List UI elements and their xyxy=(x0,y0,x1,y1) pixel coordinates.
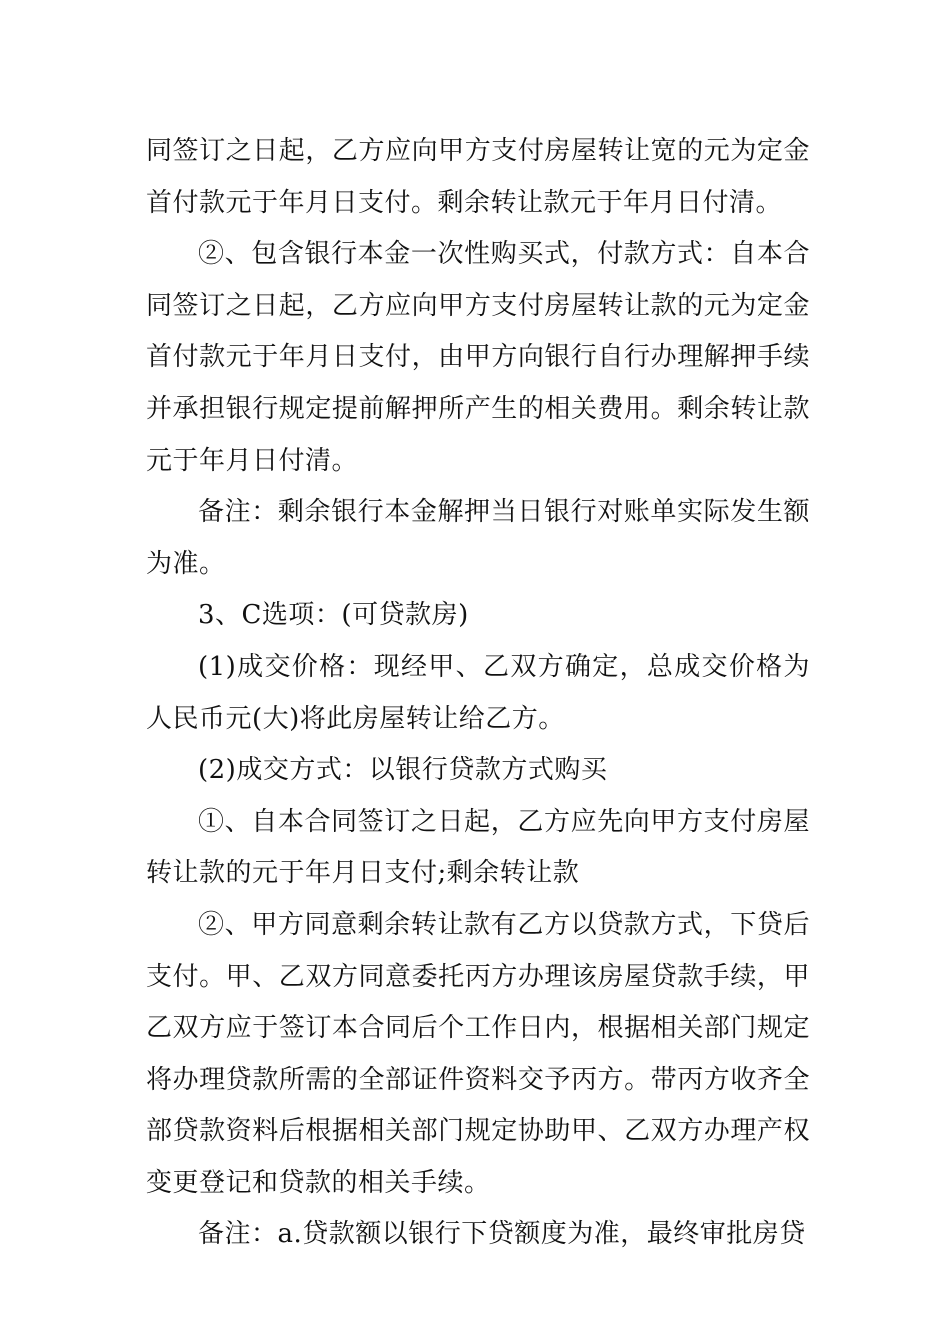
paragraph-4: 3、C选项：(可贷款房) xyxy=(198,600,469,631)
paragraph-8: ②、甲方同意剩余转让款有乙方以贷款方式，下贷后支付。甲、乙双方同意委托丙方办理该房屋贷款手续，甲乙双方应于签订本合同后个工作日内，根据相关部门规定将办理贷款所需的全部证件资料交予丙方。带丙方收齐全部贷款资料后根据相关部门规定协助甲、乙双方办理产权变更登记和贷款的相关手续。 xyxy=(146,909,810,1198)
document-body xyxy=(146,126,810,1261)
paragraph-3: 备注：剩余银行本金解押当日银行对账单实际发生额为准。 xyxy=(146,497,810,579)
paragraph-6: (2)成交方式：以银行贷款方式购买 xyxy=(198,755,608,786)
paragraph-9: 备注：a.贷款额以银行下贷额度为准，最终审批房贷 xyxy=(198,1219,806,1250)
paragraph-5: (1)成交价格：现经甲、乙双方确定，总成交价格为人民币元(大)将此房屋转让给乙方。 xyxy=(146,651,810,734)
paragraph-1: 同签订之日起，乙方应向甲方支付房屋转让宽的元为定金首付款元于年月日支付。剩余转让款元于年月日付清。 xyxy=(146,136,810,218)
paragraph-7: ①、自本合同签订之日起，乙方应先向甲方支付房屋转让款的元于年月日支付;剩余转让款 xyxy=(146,806,810,889)
paragraph-2: ②、包含银行本金一次性购买式，付款方式：自本合同签订之日起，乙方应向甲方支付房屋转让款的元为定金首付款元于年月日支付，由甲方向银行自行办理解押手续并承担银行规定提前解押所产生的相关费用。剩余转让款元于年月日付清。 xyxy=(146,239,810,476)
